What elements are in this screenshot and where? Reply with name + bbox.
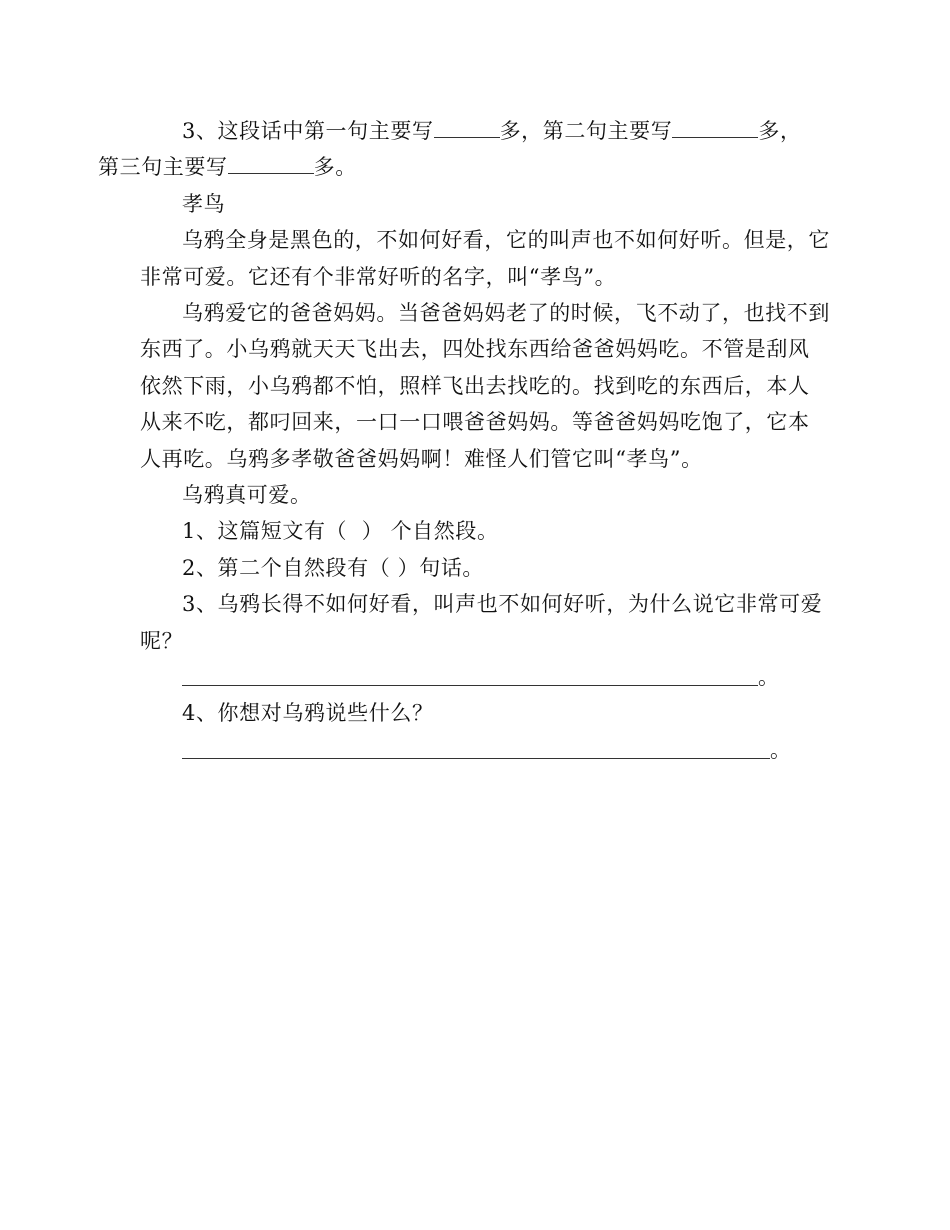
answer-rule-q4: [182, 758, 770, 759]
answer-line-q4[interactable]: [182, 732, 830, 768]
question-prev-3: [98, 113, 830, 186]
question-prev-3-text-e: 多。: [313, 155, 357, 180]
passage-title: 孝鸟: [182, 191, 226, 216]
answer-end-mark-q4: 。: [770, 737, 791, 762]
question-1: 1、这篇短文有（ ） 个自然段。: [182, 519, 499, 544]
question-prev-3-text-a: 3、这段话中第一句主要写: [182, 119, 434, 143]
answer-rule-q3: [182, 685, 758, 686]
answer-blank-2[interactable]: [672, 117, 758, 138]
worksheet-page: [98, 113, 830, 768]
passage-paragraph-2: 乌鸦爱它的爸爸妈妈。当爸爸妈妈老了的时候，飞不动了，也找不到东西了。小乌鸦就天天飞出去，四处找东西给爸爸妈妈吃。不管是刮风依然下雨，小乌鸦都不怕，照样飞出去找吃的。找到吃的东西后，本人从来不吃，都叼回来，一口一口喂爸爸妈妈。等爸爸妈妈吃饱了，它本人再吃。乌鸦多孝敬爸爸妈妈啊！难怪人们管它叫“孝鸟”。: [140, 301, 830, 471]
question-prev-3-text-c: 多，: [758, 119, 802, 143]
passage-paragraph-1: 乌鸦全身是黑色的，不如何好看，它的叫声也不如何好听。但是，它非常可爱。它还有个非常好听的名字，叫“孝鸟”。: [140, 228, 830, 289]
answer-blank-1[interactable]: [434, 117, 500, 138]
answer-line-q3[interactable]: [182, 659, 830, 695]
question-4: 4、你想对乌鸦说些什么？: [182, 701, 434, 726]
answer-end-mark-q3: 。: [758, 665, 779, 690]
question-prev-3-text-b: 多，第二句主要写: [499, 119, 673, 143]
question-2: 2、第二个自然段有（ ）句话。: [182, 555, 485, 580]
question-prev-3-text-d: 第三句主要写: [98, 155, 228, 180]
passage-paragraph-3: 乌鸦真可爱。: [182, 483, 312, 508]
answer-blank-3[interactable]: [228, 153, 314, 174]
question-3: 3、乌鸦长得不如何好看，叫声也不如何好听，为什么说它非常可爱呢？: [140, 592, 823, 653]
